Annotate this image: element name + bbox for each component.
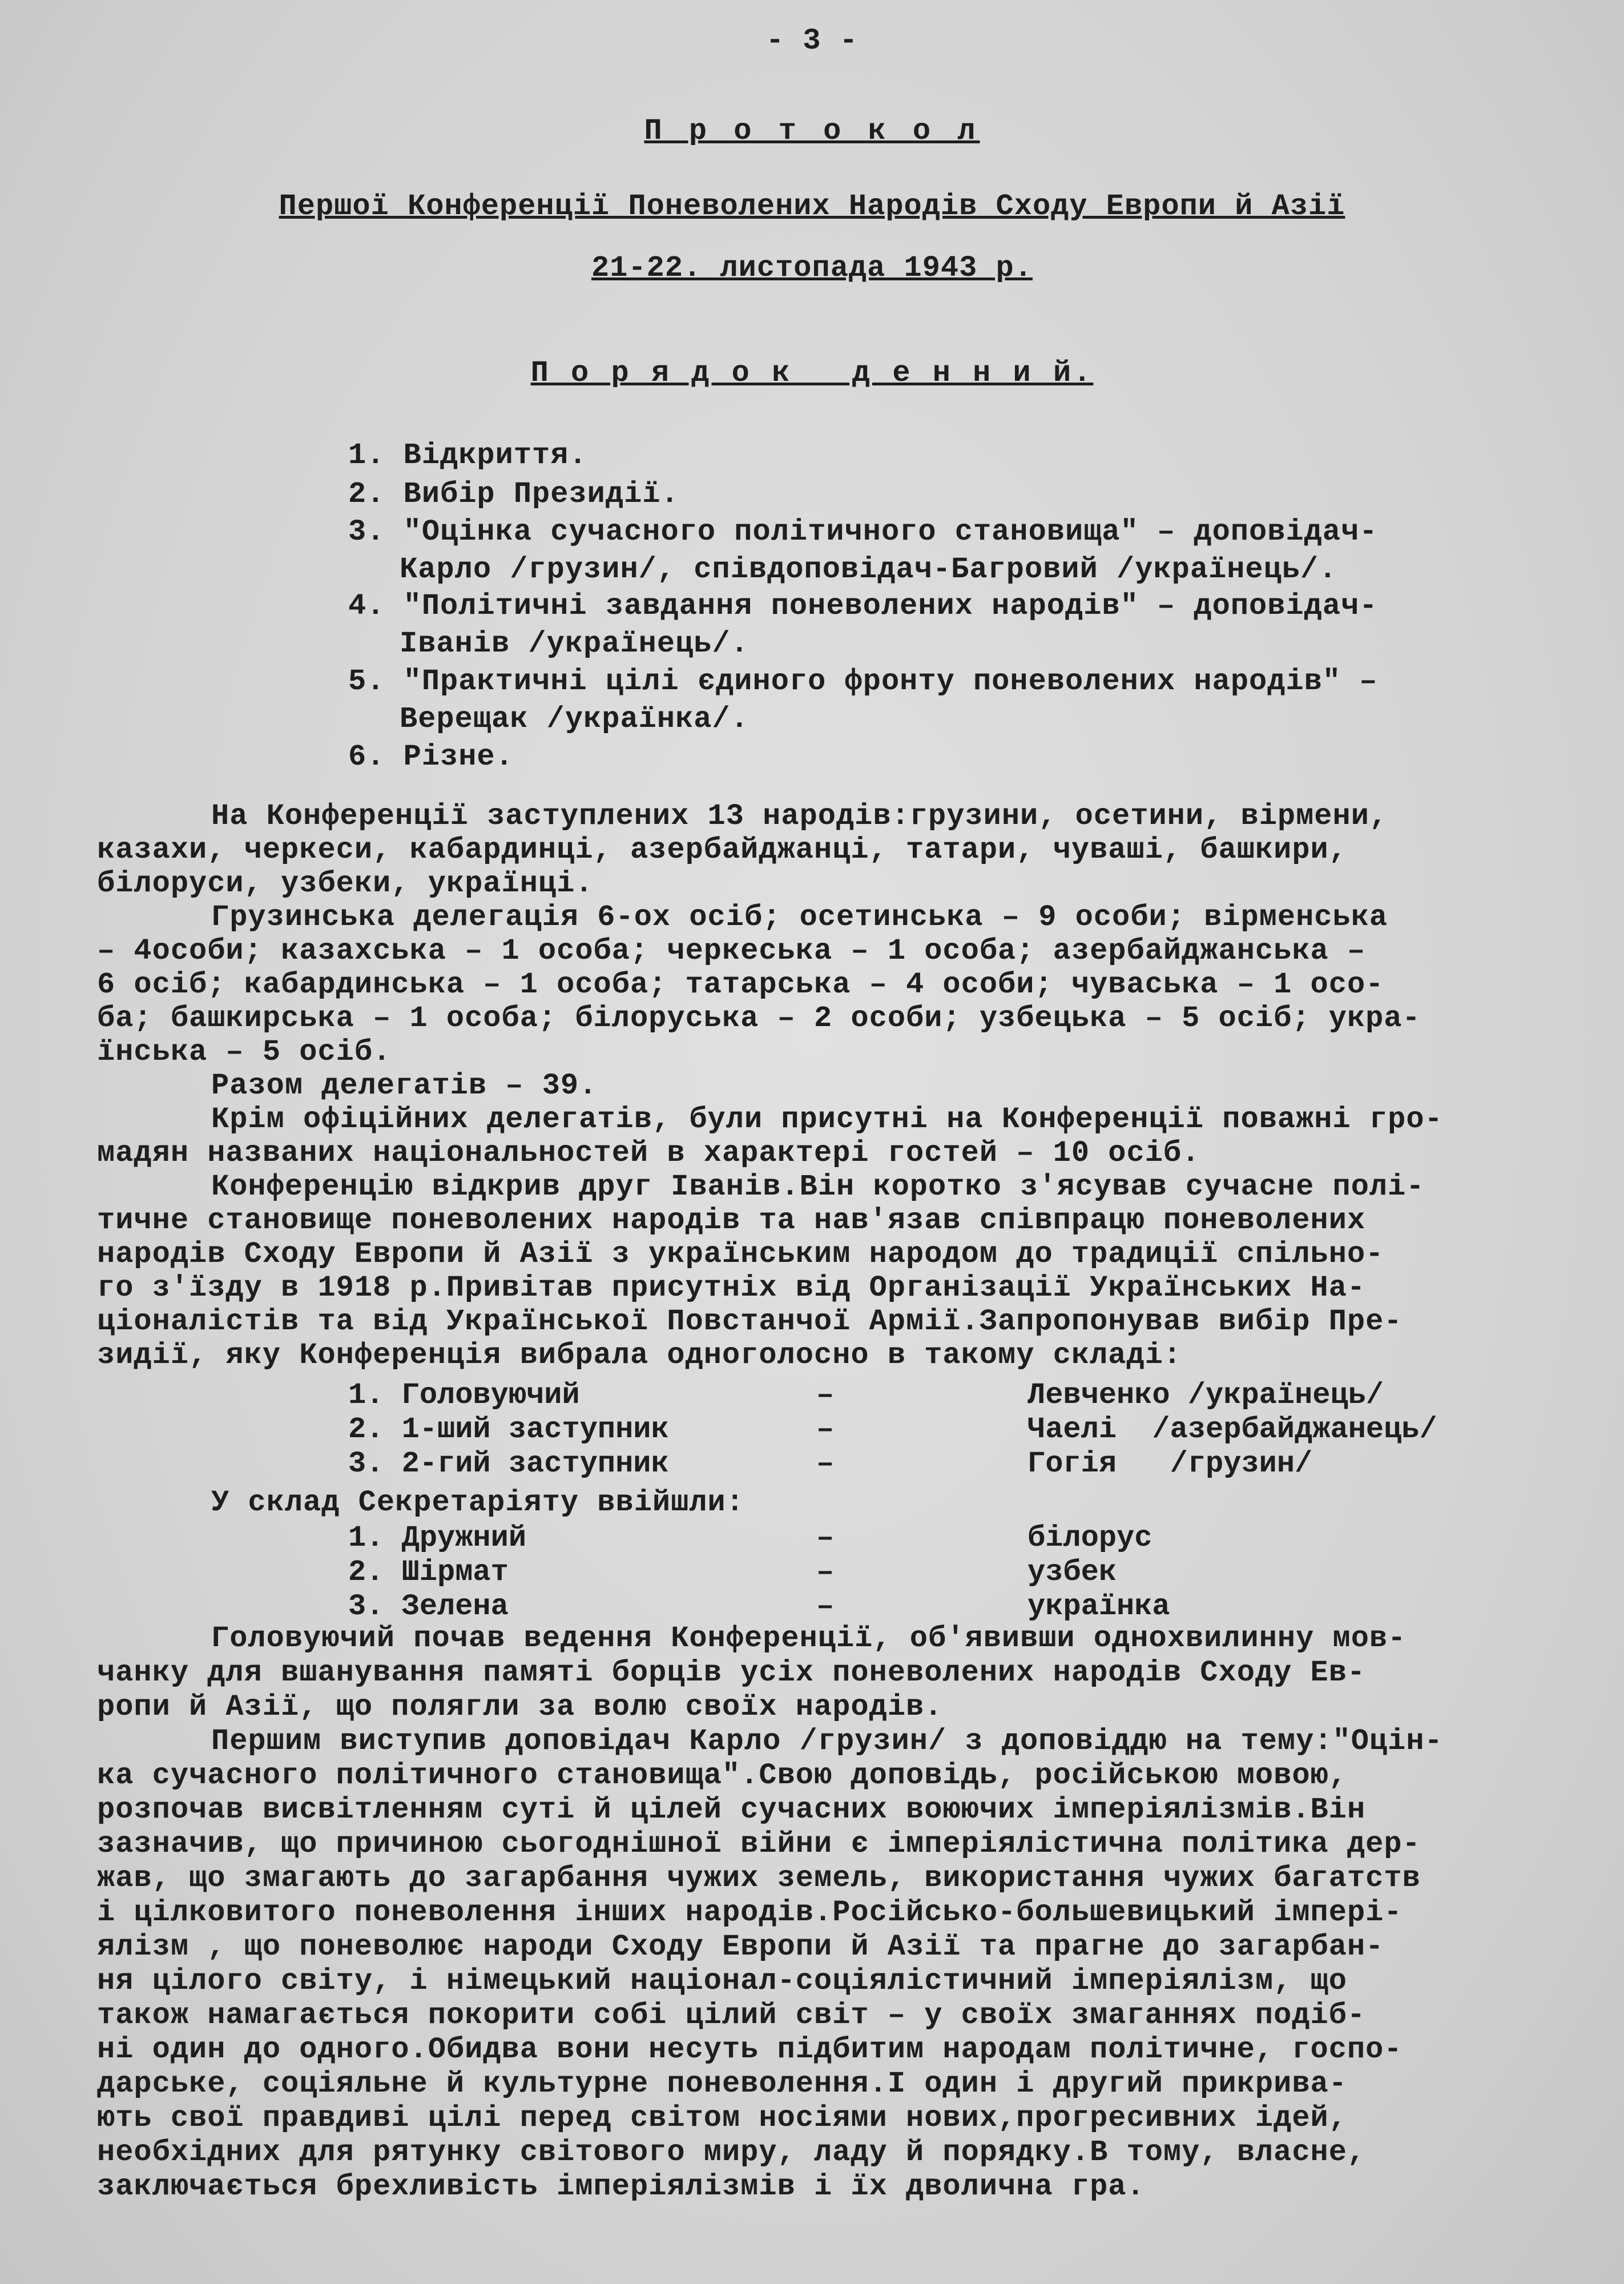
agenda-item: 4. "Політичні завдання поневолених народів" – доповідач- — [348, 589, 1378, 623]
member-dash: – — [816, 1413, 835, 1446]
body-line: дарське, соціяльне й культурне поневолення.І один і другий прикрива- — [97, 2067, 1347, 2101]
member-name: узбек — [1027, 1555, 1117, 1589]
member-dash: – — [816, 1447, 835, 1481]
secretariat-heading: У склад Секретаріяту ввійшли: — [211, 1486, 744, 1519]
body-line: ціоналістів та від Української Повстанчої Армії.Запропонував вибір Пре- — [97, 1305, 1403, 1338]
document-title: П р о т о к о л — [644, 114, 980, 148]
agenda-heading: П о р я д о к д е н н и й. — [530, 356, 1094, 390]
member-dash: – — [816, 1521, 835, 1555]
body-line: тичне становище поневолених народів та нав'язав співпрацю поневолених — [97, 1204, 1366, 1237]
body-line: Грузинська делегація 6-ох осіб; осетинська – 9 особи; вірменська — [211, 900, 1388, 934]
member-dash: – — [816, 1378, 835, 1412]
agenda-item: 3. "Оцінка сучасного політичного становища" – доповідач- — [348, 515, 1378, 549]
body-line: мадян названих національностей в характері гостей – 10 осіб. — [97, 1136, 1200, 1170]
body-line: Разом делегатів – 39. — [211, 1069, 598, 1103]
body-line: чанку для вшанування памяті борців усіх поневолених народів Сходу Ев- — [97, 1656, 1366, 1690]
body-line: казахи, черкеси, кабардинці, азербайджанці, татари, чуваші, башкири, — [97, 833, 1347, 867]
body-line: розпочав висвітленням суті й цілей сучасних воюючих імперіялізмів.Він — [97, 1793, 1366, 1827]
member-dash: – — [816, 1590, 835, 1623]
body-line: Крім офіційних делегатів, були присутні на Конференції поважні гро- — [211, 1103, 1443, 1136]
body-line: ропи й Азії, що полягли за волю своїх народів. — [97, 1690, 943, 1724]
agenda-item: 2. Вибір Президії. — [348, 477, 679, 511]
document-date: 21-22. листопада 1943 р. — [591, 251, 1033, 285]
member-dash: – — [816, 1555, 835, 1589]
member-name: Левченко /українець/ — [1027, 1378, 1384, 1412]
member-role: 3. 2-гий заступник — [348, 1447, 669, 1481]
agenda-item: Верещак /українка/. — [400, 702, 749, 736]
body-line: – 4особи; казахська – 1 особа; черкеська – 1 особа; азербайджанська – — [97, 934, 1366, 968]
body-line: ють свої правдиві цілі перед світом носіями нових,прогресивних ідей, — [97, 2101, 1347, 2135]
member-name: білорус — [1027, 1521, 1152, 1555]
body-line: жав, що змагають до загарбання чужих земель, використання чужих багатств — [97, 1861, 1421, 1895]
agenda-item: 1. Відкриття. — [348, 439, 587, 472]
member-role: 3. Зелена — [348, 1590, 509, 1623]
page-number: - 3 - — [765, 24, 859, 58]
body-line: ні один до одного.Обидва вони несуть підбитим народам політичне, госпо- — [97, 2033, 1403, 2066]
agenda-item: 6. Різне. — [348, 740, 514, 774]
body-line: ба; башкирська – 1 особа; білоруська – 2 особи; узбецька – 5 осіб; укра- — [97, 1002, 1421, 1035]
body-line: На Конференції заступлених 13 народів:грузини, осетини, вірмени, — [211, 799, 1388, 833]
body-line: білоруси, узбеки, українці. — [97, 867, 594, 900]
body-line: їнська – 5 осіб. — [97, 1035, 392, 1069]
body-line: ка сучасного політичного становища".Свою доповідь, російською мовою, — [97, 1759, 1347, 1792]
body-line: необхідних для рятунку світового миру, ладу й порядку.В тому, власне, — [97, 2136, 1366, 2169]
body-line: зазначив, що причиною сьогоднішної війни є імперіялістична політика дер- — [97, 1827, 1421, 1861]
member-role: 1. Дружний — [348, 1521, 527, 1555]
body-line: і цілковитого поневолення інших народів.Російсько-большевицький імпері- — [97, 1896, 1403, 1929]
member-name: українка — [1027, 1590, 1170, 1623]
body-line: го з'їзду в 1918 р.Привітав присутніх від Організації Українських На- — [97, 1271, 1366, 1305]
body-line: Головуючий почав ведення Конференції, об'явивши однохвилинну мов- — [211, 1622, 1407, 1655]
member-role: 2. 1-ший заступник — [348, 1413, 669, 1446]
body-line: 6 осіб; кабардинська – 1 особа; татарська – 4 особи; чуваська – 1 осо- — [97, 968, 1384, 1002]
body-line: ялізм , що поневолює народи Сходу Европи й Азії та прагне до загарбан- — [97, 1930, 1384, 1964]
agenda-item: Іванів /українець/. — [400, 627, 749, 661]
body-line: народів Сходу Европи й Азії з українським народом до традиції спільно- — [97, 1237, 1384, 1271]
member-role: 2. Шірмат — [348, 1555, 509, 1589]
body-line: зидії, яку Конференція вибрала одноголосно в такому складі: — [97, 1338, 1182, 1372]
body-line: ня цілого світу, і німецький націонал-соціялістичний імперіялізм, що — [97, 1964, 1347, 1998]
body-line: також намагається покорити собі цілий світ – у своїх змаганнях подіб- — [97, 1998, 1366, 2032]
member-role: 1. Головуючий — [348, 1378, 580, 1412]
member-name: Чаелі /азербайджанець/ — [1027, 1413, 1437, 1446]
member-name: Гогія /грузин/ — [1027, 1447, 1313, 1481]
agenda-item: 5. "Практичні цілі єдиного фронту поневолених народів" – — [348, 665, 1378, 698]
document-subtitle: Першої Конференції Поневолених Народів Сходу Европи й Азії — [279, 190, 1345, 223]
body-line: Конференцію відкрив друг Іванів.Він коротко з'ясував сучасне полі- — [211, 1170, 1425, 1204]
body-line: заключається брехливість імперіялізмів і їх дволична гра. — [97, 2170, 1145, 2203]
agenda-item: Карло /грузин/, співдоповідач-Багровий /українець/. — [400, 553, 1337, 586]
body-line: Першим виступив доповідач Карло /грузин/ з доповіддю на тему:"Оцін- — [211, 1724, 1443, 1758]
